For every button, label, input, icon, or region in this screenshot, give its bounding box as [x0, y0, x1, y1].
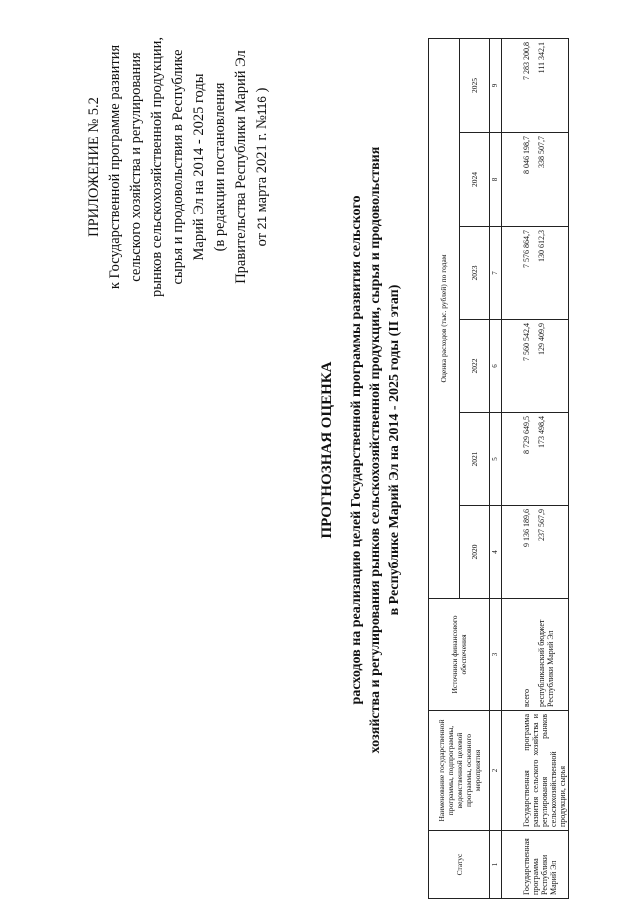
row-status: Государственная программа Республики Марий Эл [502, 831, 569, 899]
col-number: 6 [490, 320, 502, 413]
value-cell [502, 133, 569, 227]
value-budget-2021: 173 498,4 [537, 416, 546, 448]
value-cell [502, 38, 569, 132]
row-sources [502, 599, 569, 711]
title-line: расходов на реализацию целей Государственной программы развития сельского [349, 195, 364, 705]
date-suffix: ) [254, 87, 270, 93]
col-number: 9 [490, 38, 502, 132]
document-title [318, 125, 404, 775]
col-number: 1 [490, 831, 502, 899]
header-estimate: Оценка расходов (тыс. рублей) по годам [429, 38, 460, 598]
header-row [429, 38, 460, 898]
appendix-line: Правительства Республики Марий Эл [233, 50, 249, 284]
source-republic-budget: республиканский бюджет Республики Марий Эл [537, 619, 555, 707]
appendix-date-line [252, 17, 273, 317]
col-number: 5 [490, 413, 502, 506]
header-source: Источники финансового обеспечения [429, 599, 490, 711]
estimate-table-wrap [428, 39, 569, 899]
title-heading: ПРОГНОЗНАЯ ОЦЕНКА [319, 361, 335, 539]
estimate-table [428, 38, 569, 899]
date-prefix: от [254, 233, 270, 247]
appendix-line: сельского хозяйства и регулирования [128, 52, 144, 282]
appendix-line: к Государственной программе развития [107, 44, 123, 290]
value-total-2022: 7 560 542,4 [522, 323, 531, 361]
value-budget-2020: 237 567,9 [537, 509, 546, 541]
value-cell [502, 506, 569, 599]
value-budget-2023: 130 612,3 [537, 230, 546, 262]
date-day: 21 [255, 216, 269, 230]
title-line: в Республике Марий Эл на 2014 - 2025 годы (II этап) [387, 284, 402, 616]
appendix-block [84, 17, 273, 317]
value-total-2025: 7 283 200,8 [522, 41, 531, 80]
value-cell [502, 320, 569, 413]
title-line: хозяйства и регулирования рынков сельскохозяйственной продукции, сырья и продовольствия [368, 146, 383, 754]
row-name: Государственная программа развития сельского хозяйства и регулирования рынков сельскохозяйственной продукции, сырья [502, 711, 569, 831]
col-number: 2 [490, 711, 502, 831]
value-total-2020: 9 136 189,6 [522, 509, 531, 547]
year-header: 2025 [459, 38, 490, 132]
col-number: 8 [490, 133, 502, 227]
year-header: 2024 [459, 133, 490, 227]
year-header: 2022 [459, 320, 490, 413]
appendix-line: сырья и продовольствия в Республике [170, 49, 186, 285]
col-number: 4 [490, 506, 502, 599]
value-budget-2024: 338 507,7 [537, 136, 546, 168]
header-name: Наименование государственной программы, подпрограммы, ведомственной целевой программы, основного мероприятия [429, 711, 490, 831]
appendix-line: Марий Эл на 2014 - 2025 годы [191, 73, 207, 261]
value-budget-2025: 111 342,1 [537, 41, 546, 74]
appendix-line: (в редакции постановления [212, 82, 228, 252]
appendix-line: ПРИЛОЖЕНИЕ № 5.2 [86, 97, 102, 237]
header-status: Статус [429, 831, 490, 899]
year-header: 2020 [459, 506, 490, 599]
date-number: 116 [255, 96, 269, 116]
column-number-row [490, 38, 502, 898]
value-cell [502, 413, 569, 506]
value-cell [502, 227, 569, 320]
appendix-line: рынков сельскохозяйственной продукции, [149, 37, 165, 297]
value-total-2021: 8 729 649,5 [522, 416, 531, 454]
source-total: всего [522, 688, 531, 707]
year-header: 2023 [459, 227, 490, 320]
table-row [502, 38, 569, 898]
date-middle: марта 2021 г. № [254, 115, 270, 213]
value-total-2024: 8 046 198,7 [522, 136, 531, 174]
year-header: 2021 [459, 413, 490, 506]
col-number: 3 [490, 599, 502, 711]
value-budget-2022: 129 409,9 [537, 323, 546, 355]
value-total-2023: 7 576 864,7 [522, 230, 531, 268]
col-number: 7 [490, 227, 502, 320]
